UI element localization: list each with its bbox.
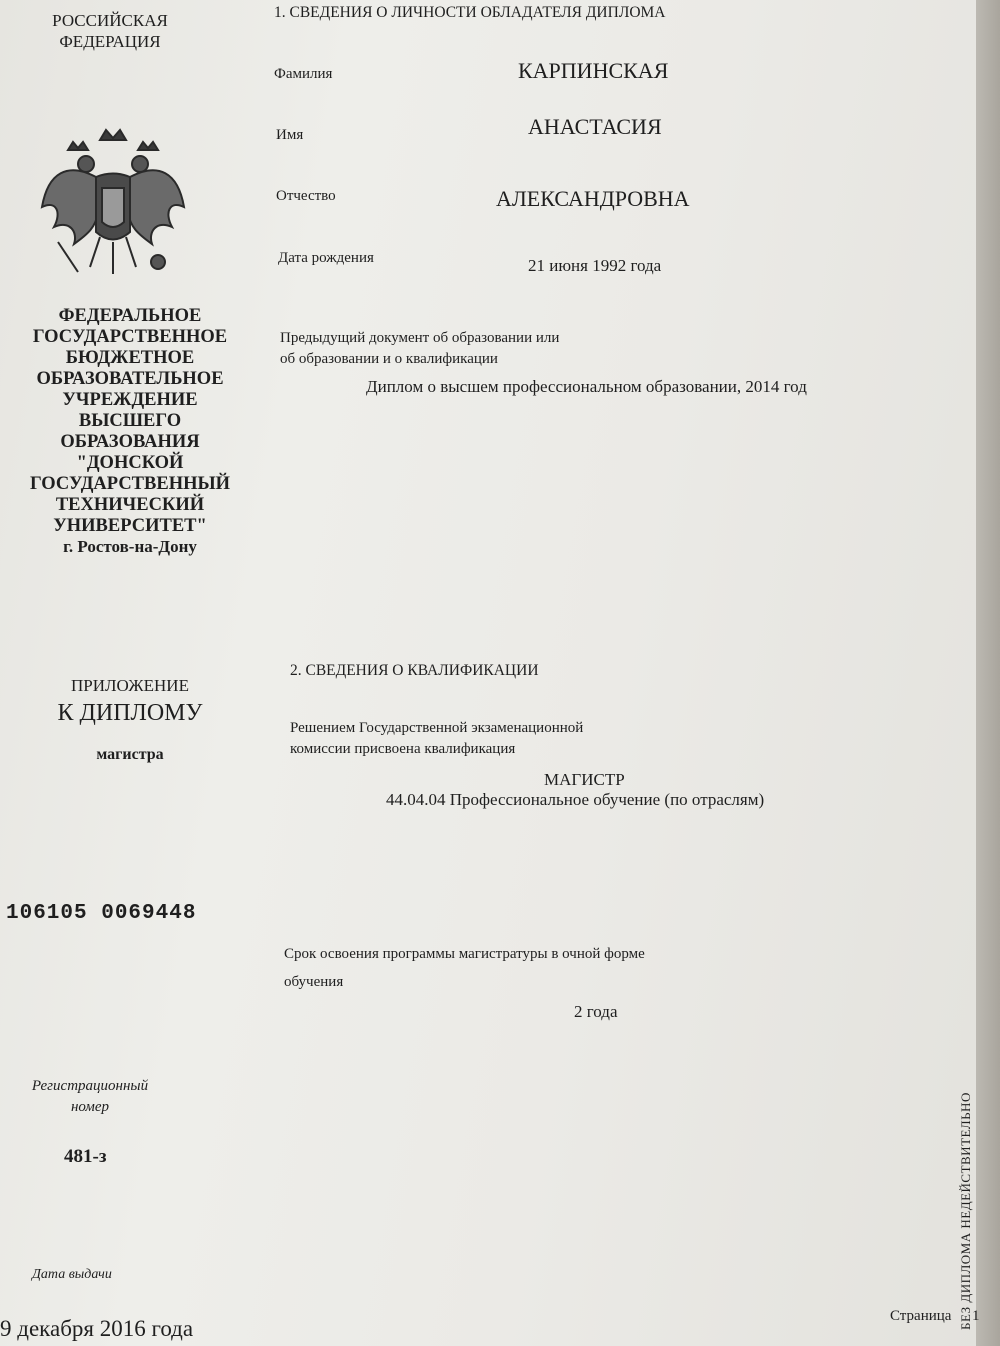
- issue-date-label: Дата выдачи: [32, 1267, 112, 1282]
- birth-date-label: Дата рождения: [278, 250, 374, 266]
- duration-label-line1: Срок освоения программы магистратуры в очной форме: [284, 946, 645, 962]
- degree-level: магистра: [96, 746, 164, 763]
- serial-number: 106105 0069448: [6, 902, 197, 925]
- institution-name: ФЕДЕРАЛЬНОЕ ГОСУДАРСТВЕННОЕ БЮДЖЕТНОЕ ОБРАЗОВАТЕЛЬНОЕ УЧРЕЖДЕНИЕ ВЫСШЕГО ОБРАЗОВАНИЯ "ДОНСКОЙ ГОСУДАРСТВЕННЫЙ ТЕХНИЧЕСКИЙ УНИВЕРСИТЕТ": [29, 306, 231, 536]
- institution-city: г. Ростов-на-Дону: [63, 537, 197, 556]
- decision-line2: комиссии присвоена квалификация: [290, 741, 516, 757]
- name-value: АНАСТАСИЯ: [528, 114, 662, 139]
- vertical-validity-note: БЕЗ ДИПЛОМА НЕДЕЙСТВИТЕЛЬНО: [958, 1092, 973, 1330]
- appendix-subtitle: К ДИПЛОМУ: [57, 700, 203, 726]
- surname-label: Фамилия: [274, 66, 333, 82]
- name-label: Имя: [276, 127, 304, 143]
- patronymic-value: АЛЕКСАНДРОВНА: [496, 186, 690, 211]
- appendix-title: ПРИЛОЖЕНИЕ: [71, 676, 189, 695]
- issue-date: 9 декабря 2016 года: [0, 1316, 194, 1341]
- decision-line1: Решением Государственной экзаменационной: [290, 720, 584, 736]
- country-name: РОССИЙСКАЯ ФЕДЕРАЦИЯ: [52, 11, 168, 51]
- prev-doc-value: Диплом о высшем профессиональном образовании, 2014 год: [366, 377, 807, 396]
- prev-doc-label-line1: Предыдущий документ об образовании или: [280, 330, 560, 346]
- page-number: 1: [972, 1308, 980, 1324]
- prev-doc-label-line2: об образовании и о квалификации: [280, 351, 498, 367]
- surname-value: КАРПИНСКАЯ: [518, 58, 669, 83]
- duration-value: 2 года: [574, 1002, 618, 1021]
- page-label: Страница: [890, 1308, 952, 1324]
- registration-label: Регистрационный номер: [31, 1078, 149, 1115]
- patronymic-label: Отчество: [276, 188, 336, 204]
- paper-edge: [976, 0, 1000, 1346]
- registration-number: 481-з: [64, 1146, 107, 1167]
- russian-coat-of-arms-icon: [38, 122, 188, 282]
- section2-title: 2. СВЕДЕНИЯ О КВАЛИФИКАЦИИ: [290, 662, 539, 679]
- section1-title: 1. СВЕДЕНИЯ О ЛИЧНОСТИ ОБЛАДАТЕЛЯ ДИПЛОМА: [274, 4, 666, 21]
- birth-date-value: 21 июня 1992 года: [528, 256, 662, 275]
- qualification-value: МАГИСТР: [544, 770, 625, 789]
- duration-label-line2: обучения: [284, 974, 344, 990]
- specialty-value: 44.04.04 Профессиональное обучение (по отраслям): [386, 790, 765, 809]
